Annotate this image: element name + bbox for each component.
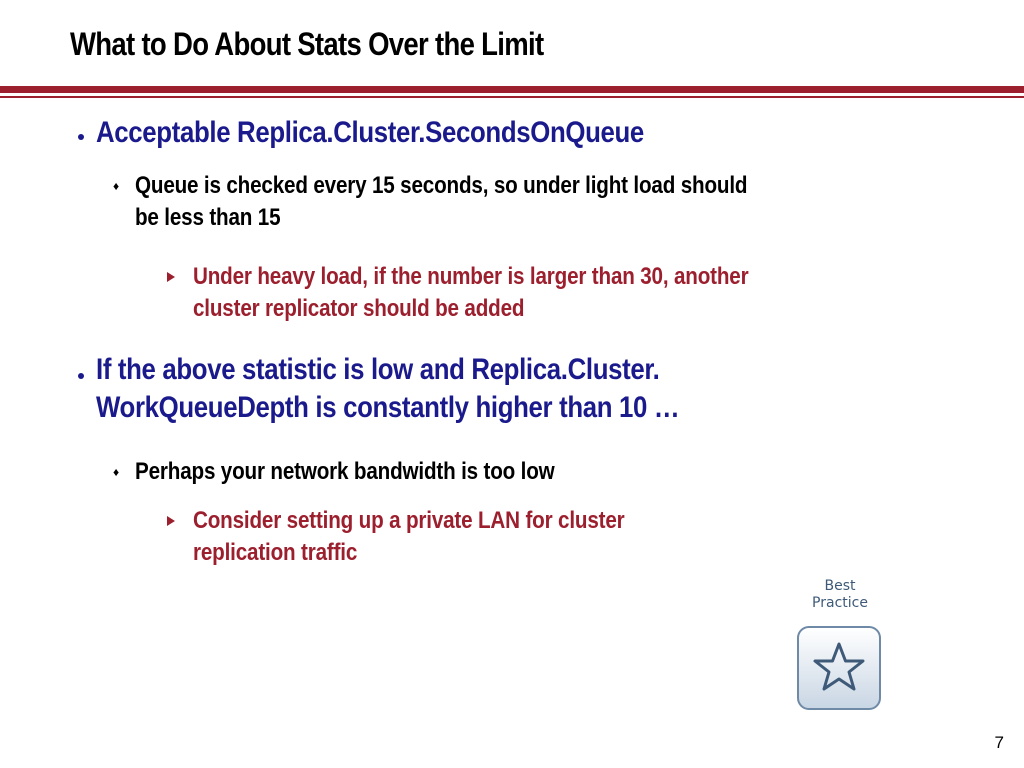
diamond-bullet-icon: ♦ xyxy=(113,465,120,479)
diamond-bullet-icon: ♦ xyxy=(113,179,120,193)
title-divider-thin xyxy=(0,96,1024,98)
bullet-2-1 xyxy=(135,456,935,488)
best-practice-label-line-2: Practice xyxy=(812,595,868,611)
page-number: 7 xyxy=(994,733,1004,752)
bullet-1-1-1-line-2: cluster replicator should be added xyxy=(193,295,525,322)
bullet-marker xyxy=(78,134,84,140)
bullet-2-line-1: If the above statistic is low and Replica.Cluster. xyxy=(96,353,660,386)
triangle-bullet-icon xyxy=(167,516,175,526)
bullet-1-text: Acceptable Replica.Cluster.SecondsOnQueue xyxy=(96,116,644,149)
bullet-1-1-1-line-1: Under heavy load, if the number is larger than 30, another xyxy=(193,263,749,290)
bullet-1-1-line-1: Queue is checked every 15 seconds, so under light load should xyxy=(135,172,748,199)
bullet-2-1-1-line-2: replication traffic xyxy=(193,539,358,566)
slide-title: What to Do About Stats Over the Limit xyxy=(70,26,544,62)
bullet-1-1 xyxy=(135,170,1024,234)
bullet-1-1-line-2: be less than 15 xyxy=(135,204,281,231)
bullet-2-line-2: WorkQueueDepth is constantly higher than 10 … xyxy=(96,391,680,424)
bullet-2-1-text: Perhaps your network bandwidth is too low xyxy=(135,458,555,485)
bullet-2 xyxy=(96,351,976,427)
title-divider-thick xyxy=(0,86,1024,93)
bullet-1 xyxy=(96,114,896,152)
bullet-2-1-1-line-1: Consider setting up a private LAN for cluster xyxy=(193,507,625,534)
best-practice-label xyxy=(790,578,890,612)
bullet-1-1-1 xyxy=(193,261,1024,325)
best-practice-label-line-1: Best xyxy=(824,578,856,594)
triangle-bullet-icon xyxy=(167,272,175,282)
best-practice-badge xyxy=(797,626,881,710)
bullet-2-1-1 xyxy=(193,505,993,569)
bullet-marker xyxy=(78,373,84,379)
star-icon xyxy=(809,638,869,698)
